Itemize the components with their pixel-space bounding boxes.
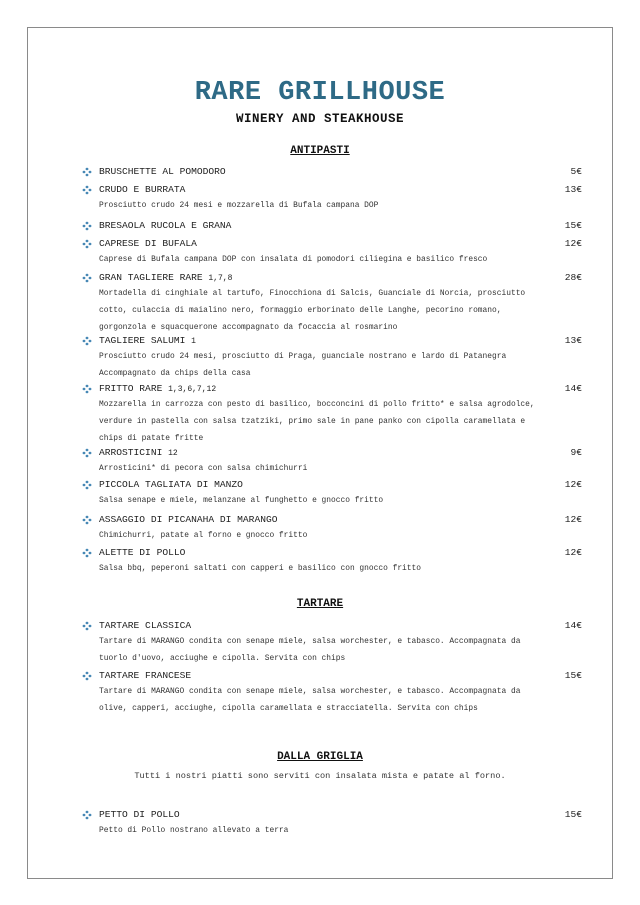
restaurant-subtitle: WINERY AND STEAKHOUSE — [235, 112, 405, 126]
menu-item-description: Tartare di MARANGO condita con senape miele, salsa worchester, e tabasco. Accompagnata da — [99, 637, 521, 646]
four-diamond-bullet-icon — [82, 167, 92, 177]
dish-name: BRUSCHETTE AL POMODORO — [99, 166, 226, 177]
menu-item-name — [99, 447, 178, 458]
restaurant-title: RARE GRILLHOUSE — [194, 78, 446, 108]
menu-item-price: 15€ — [564, 809, 582, 820]
menu-item-description: Prosciutto crudo 24 mesi, prosciutto di Praga, guanciale nostrano e lardo di Patanegra — [99, 352, 507, 361]
menu-item — [82, 166, 582, 181]
dish-name: BRESAOLA RUCOLA E GRANA — [99, 220, 232, 231]
menu-item-name — [99, 670, 191, 681]
menu-item-price: 28€ — [564, 272, 582, 283]
menu-item-name — [99, 184, 185, 195]
allergen-codes: 12 — [168, 449, 178, 458]
menu-item — [82, 220, 582, 235]
menu-item-name — [99, 272, 232, 283]
four-diamond-bullet-icon — [82, 185, 92, 195]
dish-name: ASSAGGIO DI PICANAHA DI MARANGO — [99, 514, 278, 525]
menu-item-name — [99, 809, 180, 820]
four-diamond-bullet-icon — [82, 548, 92, 558]
four-diamond-bullet-icon — [82, 336, 92, 346]
menu-item-description: olive, capperi, acciughe, cipolla caramellata e stracciatella. Servita con chips — [99, 704, 478, 713]
menu-item-description: Caprese di Bufala campana DOP con insalata di pomodori ciliegina e basilico fresco — [99, 255, 488, 264]
menu-item-price: 5€ — [570, 166, 582, 177]
menu-item-price: 13€ — [564, 335, 582, 346]
menu-item-description: cotto, culaccia di maialino nero, formaggio erborinato delle Langhe, pecorino romano, — [99, 306, 502, 315]
menu-item-description: verdure in pastella con salsa tzatziki, primo sale in pane panko con cipolla caramellata e — [99, 417, 526, 426]
dish-name: ARROSTICINI — [99, 447, 163, 458]
dish-name: GRAN TAGLIERE RARE — [99, 272, 203, 283]
menu-item-description: Petto di Pollo nostrano allevato a terra — [99, 826, 289, 835]
dish-name: TAGLIERE SALUMI — [99, 335, 186, 346]
menu-item-description: Tartare di MARANGO condita con senape miele, salsa worchester, e tabasco. Accompagnata da — [99, 687, 521, 696]
dish-name: PICCOLA TAGLIATA DI MANZO — [99, 479, 243, 490]
menu-item-name — [99, 335, 196, 346]
menu-item-name — [99, 479, 243, 490]
four-diamond-bullet-icon — [82, 239, 92, 249]
four-diamond-bullet-icon — [82, 810, 92, 820]
menu-item-name — [99, 238, 197, 249]
dish-name: ALETTE DI POLLO — [99, 547, 186, 558]
menu-item-description: Mozzarella in carrozza con pesto di basilico, bocconcini di pollo fritto* e salsa agrodolce, — [99, 400, 535, 409]
allergen-codes: 1 — [191, 337, 196, 346]
four-diamond-bullet-icon — [82, 480, 92, 490]
four-diamond-bullet-icon — [82, 671, 92, 681]
section-title-griglia: DALLA GRIGLIA — [277, 751, 363, 763]
dish-name: TARTARE CLASSICA — [99, 620, 192, 631]
allergen-codes: 1,3,6,7,12 — [168, 385, 217, 394]
menu-item-description: Salsa senape e miele, melanzane al funghetto e gnocco fritto — [99, 496, 384, 505]
menu-item-description: Chimichurri, patate al forno e gnocco fritto — [99, 531, 308, 540]
menu-item-price: 14€ — [564, 383, 582, 394]
menu-item-description: Salsa bbq, peperoni saltati con capperi e basilico con gnocco fritto — [99, 564, 421, 573]
dish-name: CAPRESE DI BUFALA — [99, 238, 197, 249]
menu-item-description: chips di patate fritte — [99, 434, 204, 443]
dish-name: CRUDO E BURRATA — [99, 184, 186, 195]
menu-item-price: 14€ — [564, 620, 582, 631]
menu-item-description: tuorlo d'uovo, acciughe e cipolla. Servita con chips — [99, 654, 346, 663]
dish-name: PETTO DI POLLO — [99, 809, 180, 820]
section-title-tartare: TARTARE — [296, 598, 344, 610]
menu-item-price: 12€ — [564, 238, 582, 249]
menu-item-description: gorgonzola e squacquerone accompagnato da focaccia al rosmarino — [99, 323, 398, 332]
dish-name: TARTARE FRANCESE — [99, 670, 192, 681]
menu-item-description: Accompagnato da chips della casa — [99, 369, 251, 378]
menu-item-name — [99, 514, 277, 525]
griglia-note: Tutti i nostri piatti sono serviti con insalata mista e patate al forno. — [134, 771, 506, 781]
menu-item-name — [99, 383, 216, 394]
dish-name: FRITTO RARE — [99, 383, 163, 394]
section-title-antipasti: ANTIPASTI — [290, 145, 350, 157]
four-diamond-bullet-icon — [82, 621, 92, 631]
four-diamond-bullet-icon — [82, 221, 92, 231]
four-diamond-bullet-icon — [82, 448, 92, 458]
menu-item-name — [99, 620, 191, 631]
menu-item-price: 9€ — [570, 447, 582, 458]
menu-item-name — [99, 220, 231, 231]
menu-item-name — [99, 547, 185, 558]
menu-item-price: 12€ — [564, 547, 582, 558]
menu-item-price: 13€ — [564, 184, 582, 195]
menu-item-price: 12€ — [564, 479, 582, 490]
allergen-codes: 1,7,8 — [208, 274, 233, 283]
menu-item-price: 12€ — [564, 514, 582, 525]
menu-item-price: 15€ — [564, 670, 582, 681]
four-diamond-bullet-icon — [82, 384, 92, 394]
menu-item-description: Prosciutto crudo 24 mesi e mozzarella di Bufala campana DOP — [99, 201, 379, 210]
menu-item-price: 15€ — [564, 220, 582, 231]
menu-item-name — [99, 166, 226, 177]
four-diamond-bullet-icon — [82, 515, 92, 525]
four-diamond-bullet-icon — [82, 273, 92, 283]
menu-item-description: Mortadella di cinghiale al tartufo, Finocchiona di Salcis, Guanciale di Norcia, prosciutto — [99, 289, 526, 298]
menu-item-description: Arrosticini* di pecora con salsa chimichurri — [99, 464, 308, 473]
